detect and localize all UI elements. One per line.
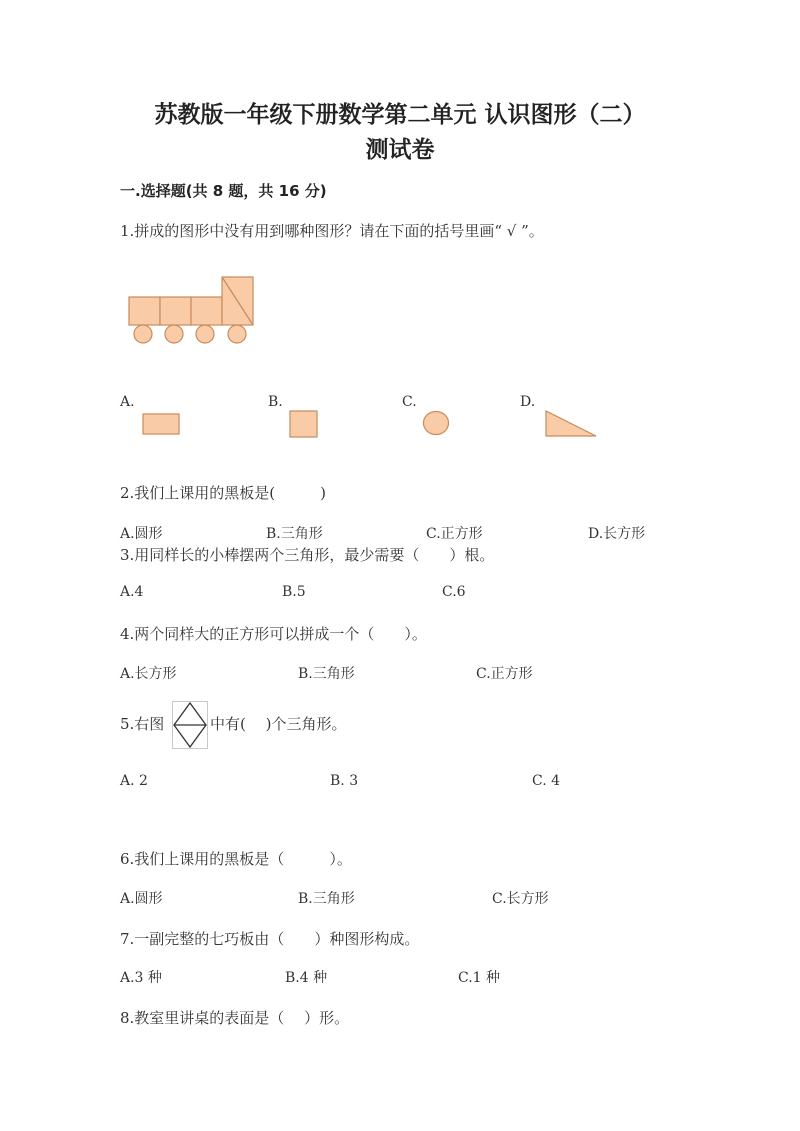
page-title: 苏教版一年级下册数学第二单元 认识图形（二） — [154, 102, 646, 128]
question-2-option-b: B.三角形 — [266, 526, 323, 542]
question-1-option-d: D. — [520, 394, 536, 410]
question-6-option-b: B.三角形 — [298, 891, 355, 907]
question-2-option-d: D.长方形 — [588, 526, 646, 542]
question-7-option-b: B.4 种 — [285, 970, 328, 986]
question-2-text: 2.我们上课用的黑板是( ) — [120, 484, 327, 502]
truck-body-rect-3 — [191, 297, 222, 325]
question-4-option-c: C.正方形 — [476, 666, 533, 682]
question-5-option-b: B. 3 — [330, 773, 359, 789]
question-4-text: 4.两个同样大的正方形可以拼成一个（ ）。 — [120, 625, 427, 643]
truck-body-rect-2 — [160, 297, 191, 325]
square-shape — [289, 410, 321, 440]
truck-wheel-3 — [196, 325, 214, 343]
question-2-option-c: C.正方形 — [426, 526, 483, 542]
question-1-option-c: C. — [402, 394, 417, 410]
question-1-option-a: A. — [120, 394, 135, 410]
question-5-text-before: 5.右图 — [120, 715, 165, 733]
question-4-option-a: A.长方形 — [120, 666, 177, 682]
question-1-text: 1.拼成的图形中没有用到哪种图形？请在下面的括号里画“ √ ”。 — [120, 222, 544, 240]
page-title-line2: 测试卷 — [365, 137, 435, 163]
question-8-text: 8.教室里讲桌的表面是（ ）形。 — [120, 1009, 350, 1027]
question-5-text-after: 中有( )个三角形。 — [210, 715, 347, 733]
question-4-option-b: B.三角形 — [298, 666, 355, 682]
truck-wheel-2 — [165, 325, 183, 343]
question-6-text: 6.我们上课用的黑板是（ ）。 — [120, 850, 352, 868]
question-5-option-a: A. 2 — [120, 773, 148, 789]
question-7-text: 7.一副完整的七巧板由（ ）种图形构成。 — [120, 930, 420, 948]
circle-shape — [422, 410, 452, 438]
question-1-option-b: B. — [268, 394, 283, 410]
truck-wheel-4 — [228, 325, 246, 343]
question-5-option-c: C. 4 — [532, 773, 561, 789]
question-3-text: 3.用同样长的小棒摆两个三角形，最少需要（ ）根。 — [120, 546, 495, 564]
question-2-option-a: A.圆形 — [120, 526, 163, 542]
section-heading: 一.选择题(共 8 题，共 16 分) — [120, 182, 327, 200]
truck-body-rect-1 — [129, 297, 160, 325]
diamond-triangles-figure — [172, 701, 210, 751]
question-6-option-c: C.长方形 — [492, 891, 549, 907]
question-7-option-c: C.1 种 — [458, 970, 501, 986]
truck-figure — [128, 276, 258, 346]
rectangle-shape — [142, 413, 182, 437]
right-triangle-shape — [544, 409, 600, 439]
truck-wheel-1 — [134, 325, 152, 343]
question-6-option-a: A.圆形 — [120, 891, 163, 907]
question-3-option-c: C.6 — [442, 584, 466, 600]
question-7-option-a: A.3 种 — [120, 970, 162, 986]
question-3-option-a: A.4 — [120, 584, 144, 600]
question-3-option-b: B.5 — [282, 584, 306, 600]
